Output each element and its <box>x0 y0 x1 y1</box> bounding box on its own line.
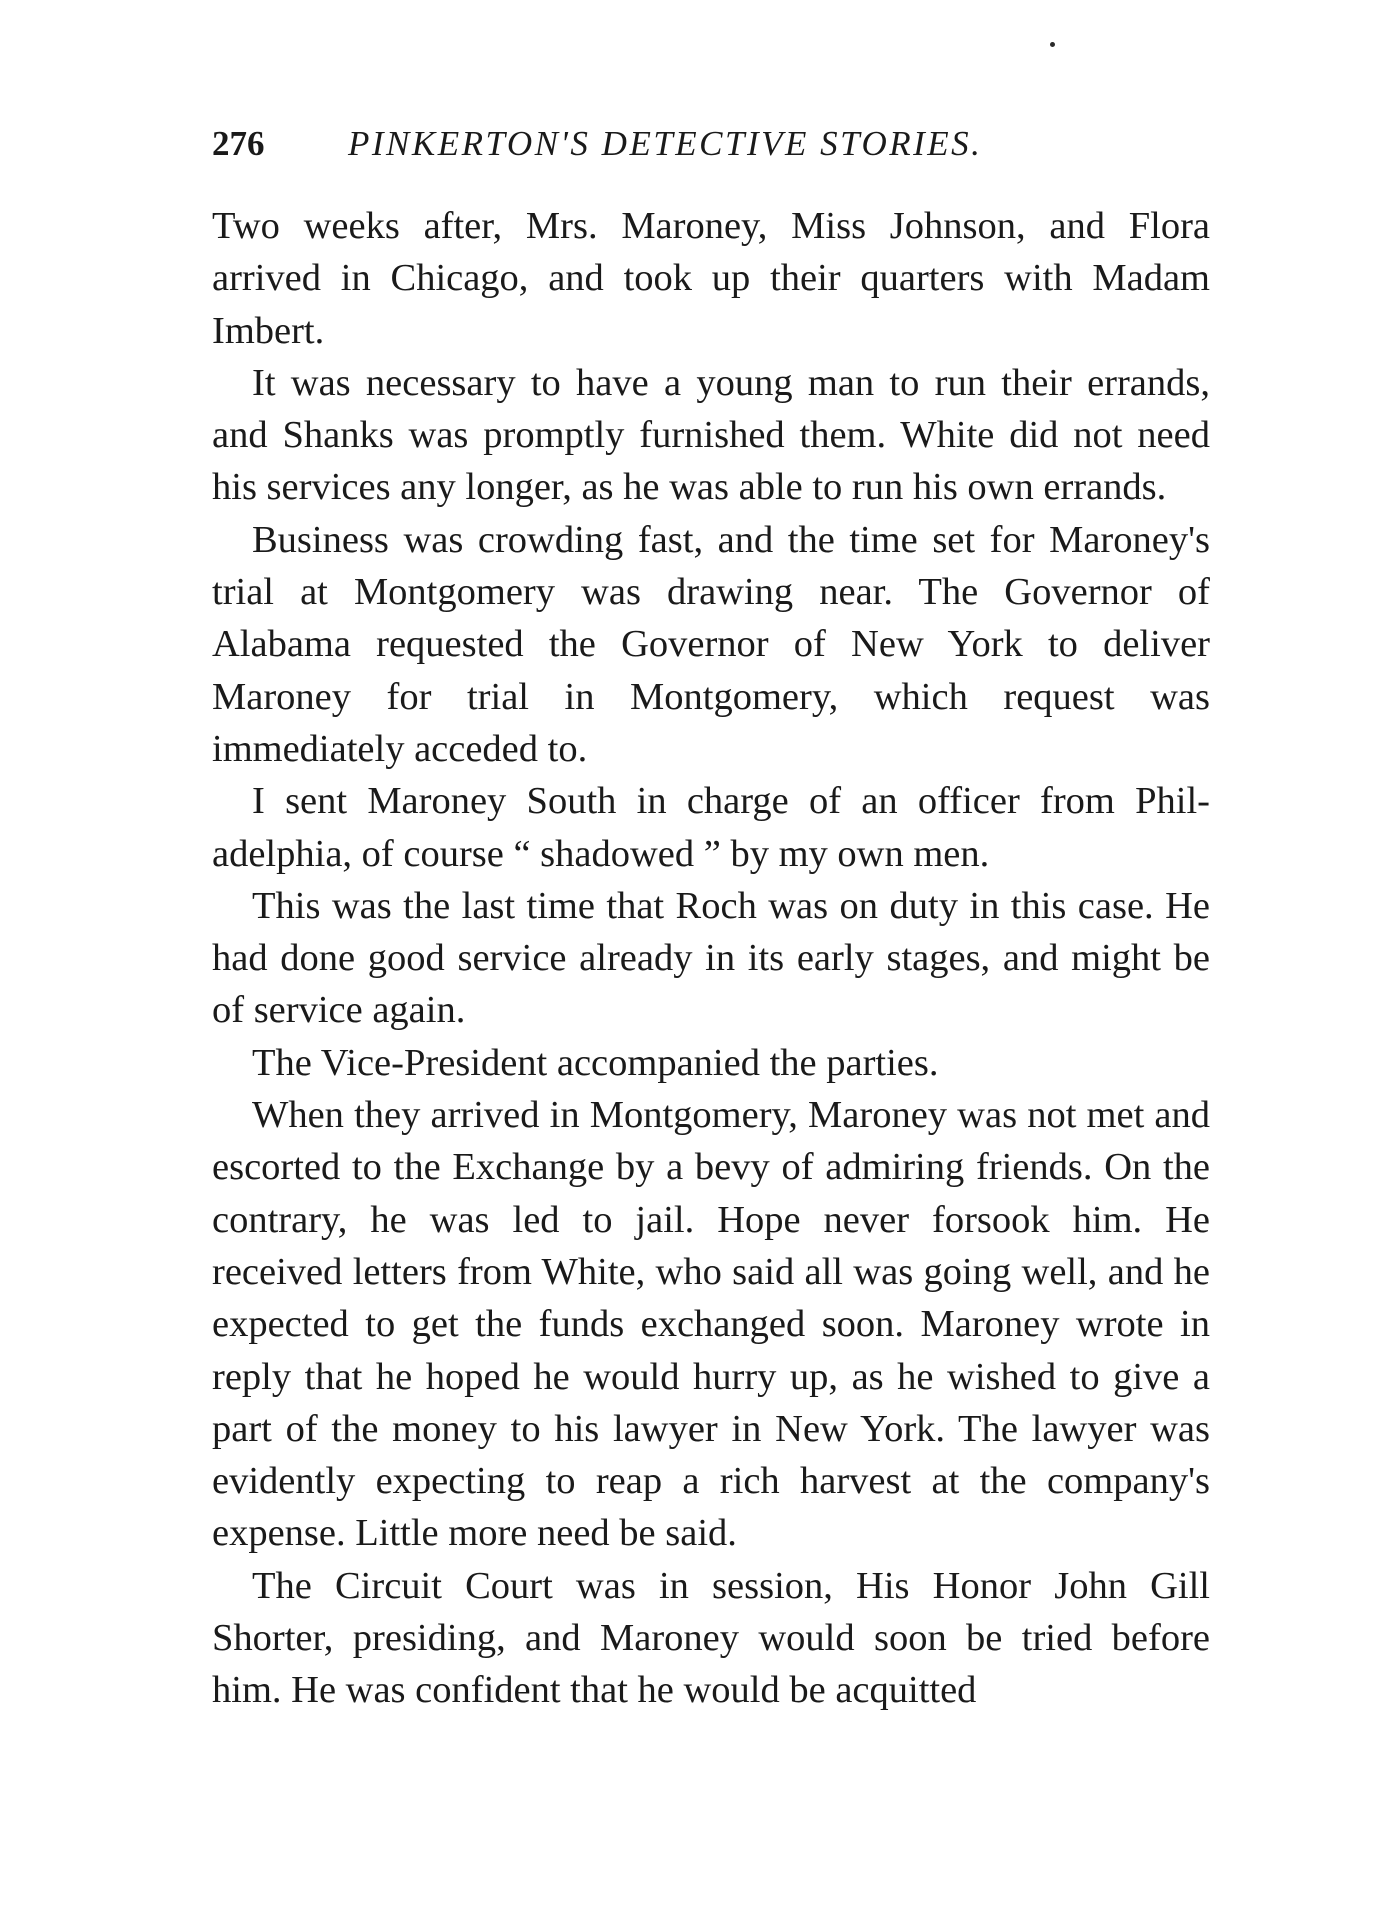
paragraph: The Vice-President accompanied the parties. <box>252 1041 939 1084</box>
paragraph: I sent Maroney South in charge of an officer from Philadelphia, of course “ shadowed ” by my own men. <box>212 780 1210 875</box>
page-number: 276 <box>212 124 265 163</box>
paragraph: The Circuit Court was in session, His Honor John Gill Shorter, presiding, and Maroney would soon be tried before him. He was confident that he would be acquitted <box>212 1564 1210 1712</box>
paragraph: Business was crowding fast, and the time set for Maroney's trial at Montgomery was drawing near. The Governor of Alabama requested the Governor of New York to deliver Maroney for trial in Montgomery, which request was immediately acceded to. <box>212 518 1210 770</box>
paragraph: When they arrived in Montgomery, Maroney was not met and escorted to the Exchange by a bevy of admiring friends. On the contrary, he was led to jail. Hope never forsook him. He received letters from White, who said all was going well, and he expected to get the funds exchanged soon. Maroney wrote in reply that he hoped he would hurry up, as he wished to give a part of the money to his lawyer in New York. The lawyer was evidently expecting to reap a rich harvest at the company's expense. Little more need be said. <box>212 1094 1210 1555</box>
body-text <box>212 200 1210 1717</box>
ink-speck <box>1050 42 1055 47</box>
paragraph: Two weeks after, Mrs. Maroney, Miss Johnson, and Flora arrived in Chicago, and took up their quarters with Madam Imbert. <box>212 205 1210 352</box>
page-header <box>212 122 1202 166</box>
paragraph: It was necessary to have a young man to run their errands, and Shanks was promptly furnished them. White did not need his services any longer, as he was able to run his own errands. <box>212 361 1210 509</box>
paragraph: This was the last time that Roch was on duty in this case. He had done good service already in its early stages, and might be of service again. <box>212 884 1210 1032</box>
running-title: PINKERTON'S DETECTIVE STORIES. <box>348 124 983 163</box>
